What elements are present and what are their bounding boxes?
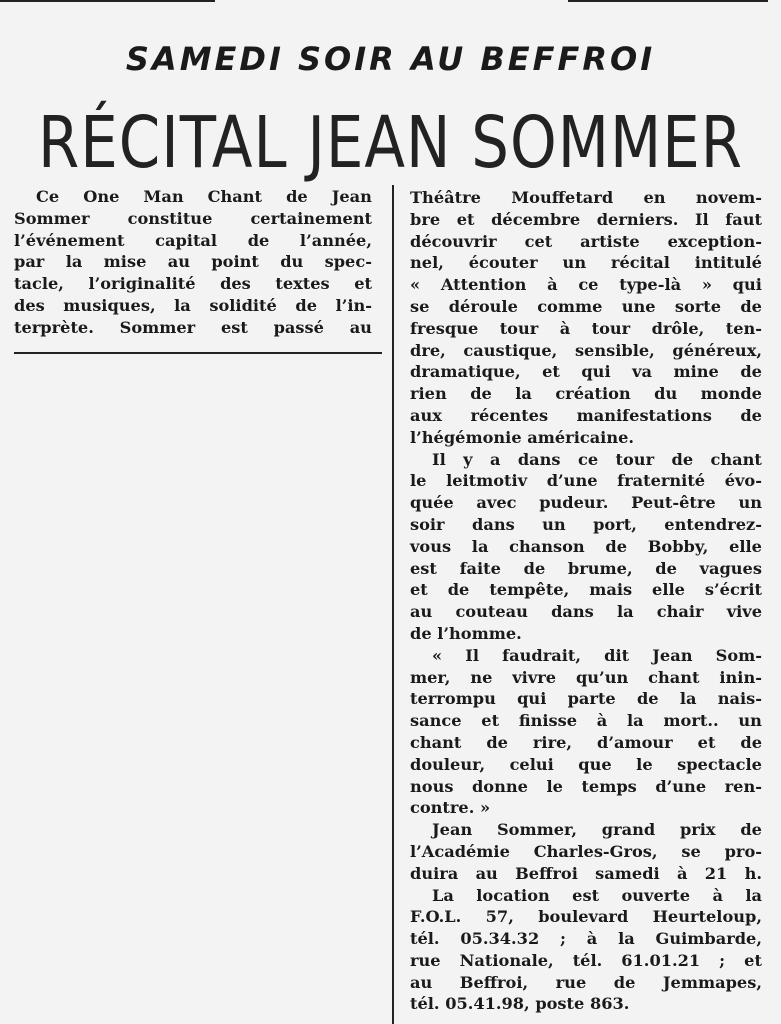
text-line: rue Nationale, tél. 61.01.21 ; et [410,950,762,970]
text-line: duira au Beffroi samedi à 21 h. [410,863,762,883]
kicker-title: SAMEDI SOIR AU BEFFROI [125,40,656,78]
text-line: terprète. Sommer est passé au [14,317,372,337]
text-line: des musiques, la solidité de l’in- [14,295,372,315]
text-line: Sommer constitue certainement [14,208,372,228]
text-line: terrompu qui parte de la nais- [410,689,762,709]
text-line: Théâtre Mouffetard en novem- [410,188,762,207]
text-line: soir dans un port, entendrez- [410,514,762,534]
text-line: aux récentes manifestations de [410,405,762,425]
article-column-1 [14,186,372,339]
text-line: tél. 05.34.32 ; à la Guimbarde, [410,929,762,949]
text-line: quée avec pudeur. Peut-être un [410,493,762,513]
text-line: « Attention à ce type-là » qui [410,275,762,295]
text-line: F.O.L. 57, boulevard Heurteloup, [410,907,762,927]
text-line: bre et décembre derniers. Il faut [410,209,762,229]
article-column-2 [410,187,762,1015]
text-line: tél. 05.41.98, poste 863. [410,994,630,1014]
text-line: Jean Sommer, grand prix de [432,820,762,840]
top-rule-left [0,0,215,2]
text-line: Ce One Man Chant de Jean [36,187,372,206]
text-line: fresque tour à tour drôle, ten- [410,318,762,338]
text-line: « Il faudrait, dit Jean Som- [432,645,762,665]
column-divider [392,185,394,1024]
text-line: se déroule comme une sorte de [410,296,762,316]
headline: RÉCITAL JEAN SOMMER [38,100,743,185]
text-line: douleur, celui que le spectacle [410,754,762,774]
text-line: dre, caustique, sensible, généreux, [410,340,762,360]
text-line: dramatique, et qui va mine de [410,362,762,382]
text-line: Il y a dans ce tour de chant [432,449,762,469]
text-line: contre. » [410,798,491,818]
text-line: l’événement capital de l’année, [14,230,372,250]
text-line: nous donne le temps d’une ren- [410,776,762,796]
text-line: rien de la création du monde [410,384,762,404]
text-line: mer, ne vivre qu’un chant inin- [410,667,762,687]
text-line: est faite de brume, de vagues [410,558,762,578]
text-line: sance et finisse à la mort.. un [410,711,762,731]
text-line: chant de rire, d’amour et de [410,732,762,752]
text-line: par la mise au point du spec- [14,252,372,272]
text-line: au couteau dans la chair vive [410,602,762,622]
column1-bottom-rule [14,352,382,354]
text-line: nel, écouter un récital intitulé [410,253,762,273]
text-line: au Beffroi, rue de Jemmapes, [410,972,762,992]
text-line: vous la chanson de Bobby, elle [410,536,762,556]
text-line: l’hégémonie américaine. [410,427,635,447]
top-rule-right [568,0,768,2]
text-line: découvrir cet artiste exception- [410,231,762,251]
text-line: La location est ouverte à la [432,885,762,905]
text-line: de l’homme. [410,623,522,643]
text-line: tacle, l’originalité des textes et [14,274,372,294]
text-line: l’Académie Charles-Gros, se pro- [410,841,762,861]
text-line: et de tempête, mais elle s’écrit [410,580,762,600]
text-line: le leitmotiv d’une fraternité évo- [410,471,762,491]
